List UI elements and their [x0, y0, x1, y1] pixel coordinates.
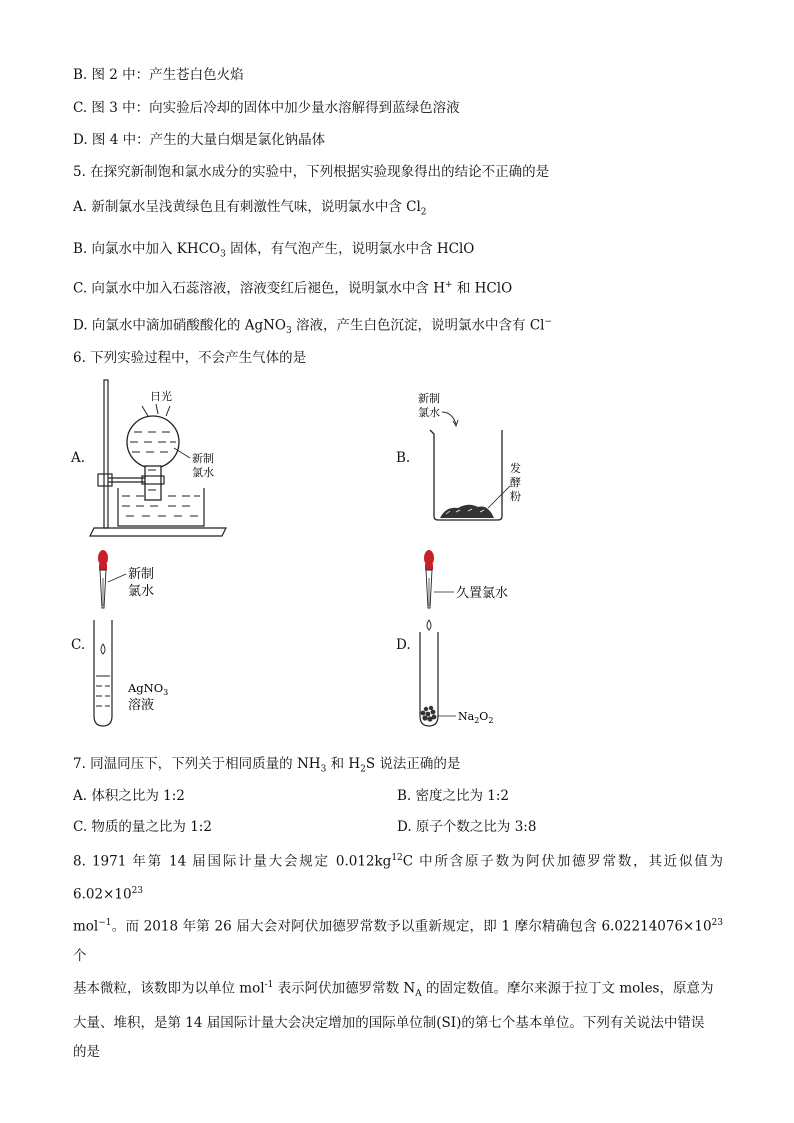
figure-a-sun-label: 日光 — [150, 390, 172, 403]
q7-option-c: C. 物质的量之比为 1:2 — [73, 819, 212, 835]
figure-d-dropper-na2o2 — [412, 548, 542, 730]
q5-option-a: A. 新制氯水呈浅黄绿色且有刺激性气味，说明氯水中含 $Cl_2$ — [73, 199, 427, 218]
q7-option-a: A. 体积之比为 1:2 — [73, 788, 185, 804]
q6-stem: 6. 下列实验过程中，不会产生气体的是 — [73, 350, 307, 366]
q4-option-d: D. 图 4 中：产生的大量白烟是氯化钠晶体 — [73, 132, 326, 148]
q8-line-1: 8. 1971 年第 14 届国际计量大会规定 $0.012kg^{12}C$ 中所含原子数为阿伏加德罗常数，其近似值为 $6.02\times 10^{23}$ — [73, 853, 724, 902]
figure-c-solution-label: 溶液 — [128, 698, 155, 713]
figure-c-solution-formula: AgNO$_3$ — [128, 681, 169, 697]
q6-option-a-letter: A. — [71, 450, 86, 466]
q5-option-c: C. 向氯水中加入石蕊溶液，溶液变红后褪色，说明氯水中含 H+ 和 HClO — [73, 280, 513, 297]
figure-b-water-label-2: 氯水 — [418, 406, 440, 419]
q7-option-b: B. 密度之比为 1:2 — [397, 788, 510, 804]
q5-option-d: D. 向氯水中滴加硝酸酸化的 AgNO$_3$ 溶液，产生白色沉淀，说明氯水中含有 Cl− — [73, 317, 553, 337]
figure-b-powder-label-3: 粉 — [510, 490, 521, 503]
q5-stem: 5. 在探究新制饱和氯水成分的实验中，下列根据实验现象得出的结论不正确的是 — [73, 164, 550, 180]
figure-c-dropper-agno3 — [86, 548, 206, 730]
figure-b-water-label-1: 新制 — [418, 392, 440, 405]
q8-line-4: 大量、堆积，是第 14 届国际计量大会决定增加的国际单位制(SI)的第七个基本单位。下列有关说法中错误 — [73, 1014, 705, 1031]
figure-a-flask-apparatus — [86, 378, 236, 538]
figure-d-water-label: 久置氯水 — [456, 586, 509, 601]
figure-d-solid-formula: $Na_2O_2$ — [458, 710, 494, 725]
q8-line-3: 基本微粒，该数即为以单位 mol$^{-1}$ 表示阿伏加德罗常数 $N_A$ 的固定数值。摩尔来源于拉丁文 moles，原意为 — [73, 979, 714, 999]
figure-b-powder-label-2: 酵 — [510, 476, 521, 489]
figure-b-powder-label-1: 发 — [510, 462, 521, 475]
q8-paragraph — [73, 844, 723, 1067]
q6-option-b-letter: B. — [396, 450, 411, 466]
q6-option-d-letter: D. — [396, 637, 411, 653]
figure-a-water-label-1: 新制 — [192, 452, 214, 465]
q8-line-2: mol$^{-1}$。而 2018 年第 26 届大会对阿伏加德罗常数予以重新规定，即 1 摩尔精确包含 $6.02214076\times 10^{23}$ 个 — [73, 918, 723, 964]
q7-stem: 7. 同温同压下，下列关于相同质量的 $NH_3$ 和 $H_2S$ 说法正确的是 — [73, 756, 461, 775]
figure-a-water-label-2: 氯水 — [192, 466, 214, 479]
q5-option-b: B. 向氯水中加入 $KHCO_3$ 固体，有气泡产生，说明氯水中含 HClO — [73, 241, 475, 260]
figure-c-water-label-1: 新制 — [128, 567, 155, 582]
q4-option-c: C. 图 3 中：向实验后冷却的固体中加少量水溶解得到蓝绿色溶液 — [73, 100, 460, 116]
figure-b-beaker-yeast — [416, 390, 536, 525]
q7-option-d: D. 原子个数之比为 3:8 — [397, 819, 537, 835]
figure-c-water-label-2: 氯水 — [128, 584, 155, 599]
q6-option-c-letter: C. — [71, 637, 86, 653]
q8-line-5: 的是 — [73, 1043, 100, 1060]
q4-option-b: B. 图 2 中：产生苍白色火焰 — [73, 67, 244, 83]
